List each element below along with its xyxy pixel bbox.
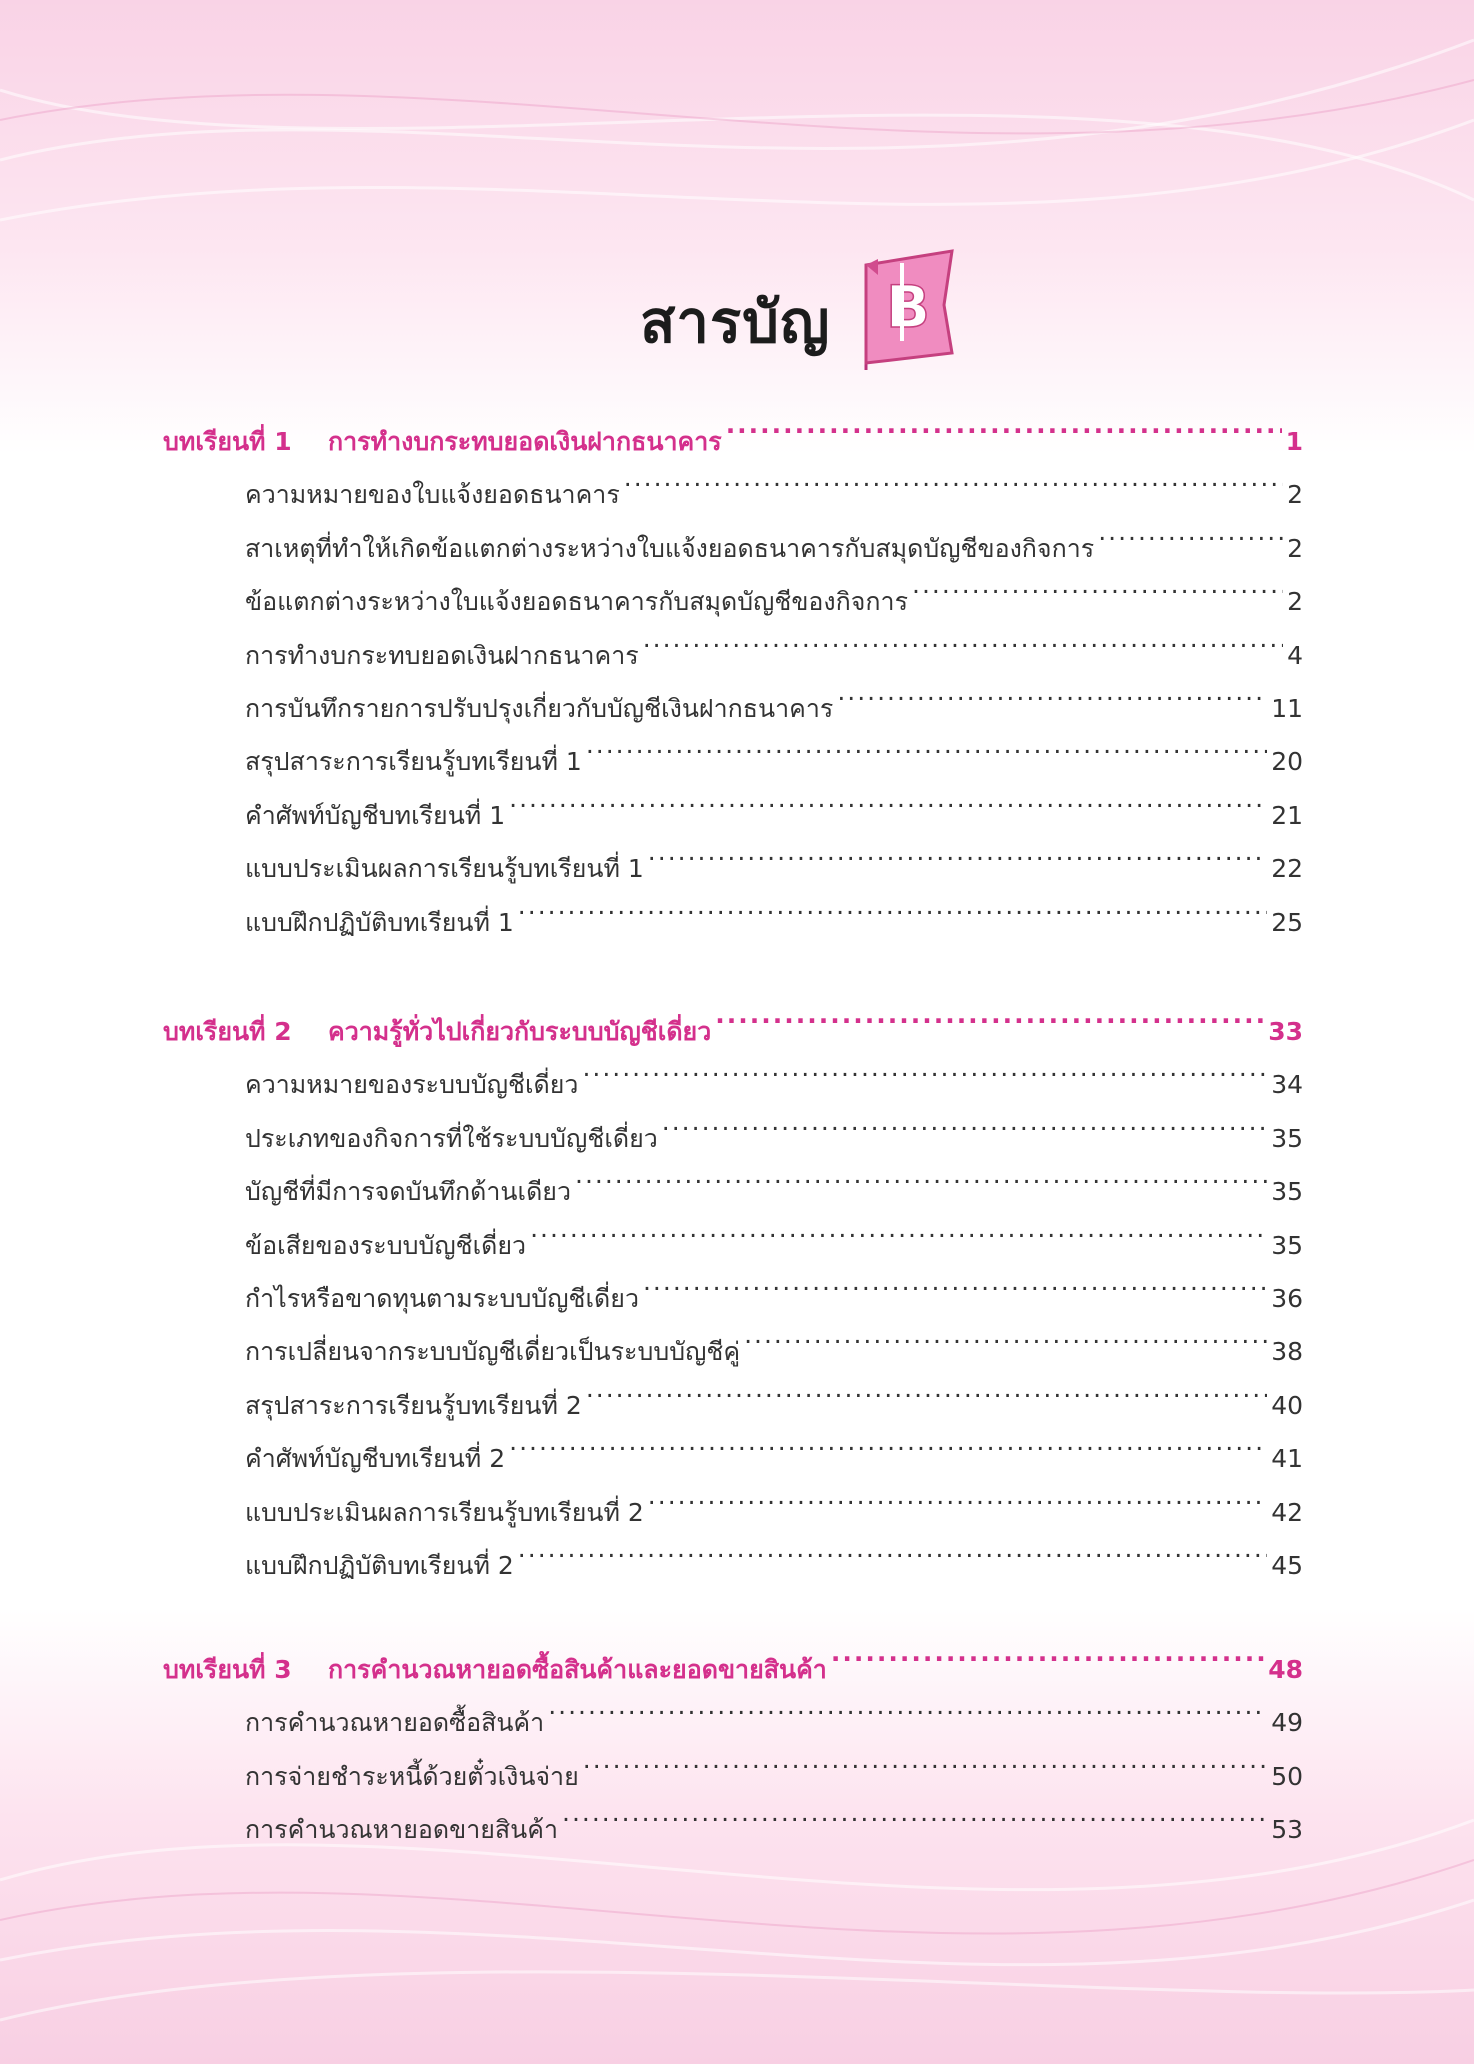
item-title: ข้อเสียของระบบบัญชีเดี่ยว: [245, 1230, 527, 1260]
chapter-label: บทเรียนที่ 2: [163, 1017, 292, 1046]
item-page: 11: [1271, 694, 1303, 723]
item-title: การจ่ายชำระหนี้ด้วยตั๋วเงินจ่าย: [245, 1761, 579, 1791]
item-title: บัญชีที่มีการจดบันทึกด้านเดียว: [245, 1177, 571, 1207]
page-title: สารบัญ: [640, 288, 831, 356]
baht-flag-icon: [852, 245, 962, 370]
toc-item[interactable]: [245, 1097, 1303, 1153]
item-title: สรุปสาระการเรียนรู้บทเรียนที่ 1: [245, 747, 582, 777]
chapter-label: บทเรียนที่ 3: [163, 1655, 292, 1684]
item-title: การเปลี่ยนจากระบบบัญชีเดี่ยวเป็นระบบบัญชีคู่: [245, 1337, 741, 1367]
item-title: คำศัพท์บัญชีบทเรียนที่ 2: [245, 1444, 506, 1474]
toc-item[interactable]: [245, 1257, 1303, 1313]
item-page: 21: [1271, 800, 1303, 830]
toc-chapter[interactable]: [163, 400, 1303, 456]
item-page: 41: [1271, 1444, 1303, 1474]
toc-item[interactable]: [245, 1524, 1303, 1580]
title-row: [0, 245, 1474, 375]
item-title: ข้อแตกต่างระหว่างใบแจ้งยอดธนาคารกับสมุดบัญชีของกิจการ: [245, 587, 909, 617]
dot-leader: [530, 1204, 1267, 1254]
item-page: 40: [1271, 1390, 1303, 1420]
toc-item[interactable]: [245, 881, 1303, 937]
dot-leader: [648, 1471, 1267, 1521]
toc-item[interactable]: [245, 453, 1303, 510]
dot-leader: [582, 1043, 1267, 1093]
toc-item[interactable]: [245, 614, 1303, 670]
item-title: ประเภทของกิจการที่ใช้ระบบบัญชีเดี่ยว: [245, 1123, 658, 1153]
dot-leader: [509, 774, 1267, 824]
toc-chapter[interactable]: [163, 1628, 1303, 1684]
toc-item[interactable]: [245, 667, 1303, 723]
dot-leader: [586, 1364, 1267, 1414]
dot-leader: [575, 1150, 1267, 1200]
item-page: 2: [1287, 480, 1303, 510]
item-page: 4: [1287, 640, 1303, 670]
chapter-title: การทำงบกระทบยอดเงินฝากธนาคาร: [328, 427, 722, 456]
item-page: 25: [1271, 907, 1303, 937]
dot-leader: [583, 1735, 1267, 1785]
toc-item[interactable]: [245, 507, 1303, 563]
dot-leader: [518, 1524, 1267, 1574]
dot-leader: [586, 720, 1267, 770]
item-page: 38: [1271, 1337, 1303, 1367]
item-page: 2: [1287, 533, 1303, 563]
dot-leader: [624, 453, 1283, 503]
item-page: 34: [1271, 1070, 1303, 1100]
dot-leader: [662, 1097, 1267, 1147]
toc-chapter[interactable]: [163, 990, 1303, 1046]
dot-leader: [715, 990, 1264, 1040]
toc-item[interactable]: [245, 1364, 1303, 1420]
toc-item[interactable]: [245, 1043, 1303, 1100]
dot-leader: [912, 560, 1283, 610]
chapter-page: 48: [1268, 1655, 1303, 1684]
chapter-title: การคำนวณหายอดซื้อสินค้าและยอดขายสินค้า: [328, 1655, 827, 1684]
item-page: 36: [1271, 1284, 1303, 1313]
toc-item[interactable]: [245, 774, 1303, 830]
svg-text:B: B: [885, 273, 931, 341]
item-page: 53: [1271, 1815, 1303, 1845]
item-title: แบบฝึกปฏิบัติบทเรียนที่ 2: [245, 1551, 514, 1580]
item-page: 20: [1271, 747, 1303, 777]
item-page: 45: [1271, 1551, 1303, 1580]
item-title: ความหมายของใบแจ้งยอดธนาคาร: [245, 480, 620, 510]
chapter-page: 33: [1268, 1017, 1303, 1046]
item-page: 49: [1271, 1708, 1303, 1738]
item-title: คำศัพท์บัญชีบทเรียนที่ 1: [245, 800, 506, 830]
chapter-title: ความรู้ทั่วไปเกี่ยวกับระบบบัญชีเดี่ยว: [328, 1017, 712, 1046]
dot-leader: [643, 614, 1283, 664]
item-title: การบันทึกรายการปรับปรุงเกี่ยวกับบัญชีเงินฝากธนาคาร: [245, 694, 834, 723]
dot-leader: [548, 1681, 1267, 1731]
item-title: กำไรหรือขาดทุนตามระบบบัญชีเดี่ยว: [245, 1284, 639, 1313]
chapter-label: บทเรียนที่ 1: [163, 427, 292, 456]
dot-leader: [726, 400, 1282, 450]
item-page: 2: [1287, 587, 1303, 617]
item-page: 22: [1271, 854, 1303, 884]
item-page: 35: [1271, 1177, 1303, 1207]
item-page: 42: [1271, 1497, 1303, 1527]
item-page: 35: [1271, 1123, 1303, 1153]
dot-leader: [837, 667, 1267, 717]
dot-leader: [509, 1417, 1267, 1467]
item-title: สรุปสาระการเรียนรู้บทเรียนที่ 2: [245, 1390, 582, 1420]
toc-item[interactable]: [245, 1788, 1303, 1845]
toc-item[interactable]: [245, 1204, 1303, 1260]
item-page: 50: [1271, 1761, 1303, 1791]
toc-item[interactable]: [245, 827, 1303, 884]
dot-leader: [648, 827, 1267, 877]
toc-item[interactable]: [245, 1417, 1303, 1474]
item-page: 35: [1271, 1230, 1303, 1260]
dot-leader: [643, 1257, 1267, 1307]
dot-leader: [1098, 507, 1283, 557]
item-title: แบบฝึกปฏิบัติบทเรียนที่ 1: [245, 907, 514, 937]
toc-item[interactable]: [245, 1681, 1303, 1738]
item-title: สาเหตุที่ทำให้เกิดข้อแตกต่างระหว่างใบแจ้งยอดธนาคารกับสมุดบัญชีของกิจการ: [245, 533, 1095, 563]
toc-item[interactable]: [245, 560, 1303, 617]
toc-item[interactable]: [245, 1150, 1303, 1207]
toc-item[interactable]: [245, 720, 1303, 777]
item-title: การคำนวณหายอดซื้อสินค้า: [245, 1708, 545, 1738]
toc-item[interactable]: [245, 1471, 1303, 1527]
item-title: แบบประเมินผลการเรียนรู้บทเรียนที่ 2: [245, 1497, 644, 1527]
dot-leader: [744, 1310, 1267, 1360]
item-title: ความหมายของระบบบัญชีเดี่ยว: [245, 1070, 579, 1100]
chapter-page: 1: [1285, 427, 1303, 456]
dot-leader: [518, 881, 1267, 931]
item-title: การทำงบกระทบยอดเงินฝากธนาคาร: [245, 640, 639, 670]
dot-leader: [562, 1788, 1267, 1838]
item-title: การคำนวณหายอดขายสินค้า: [245, 1815, 558, 1845]
toc-item[interactable]: [245, 1310, 1303, 1367]
toc-item[interactable]: [245, 1735, 1303, 1791]
item-title: แบบประเมินผลการเรียนรู้บทเรียนที่ 1: [245, 854, 644, 884]
dot-leader: [831, 1628, 1264, 1678]
